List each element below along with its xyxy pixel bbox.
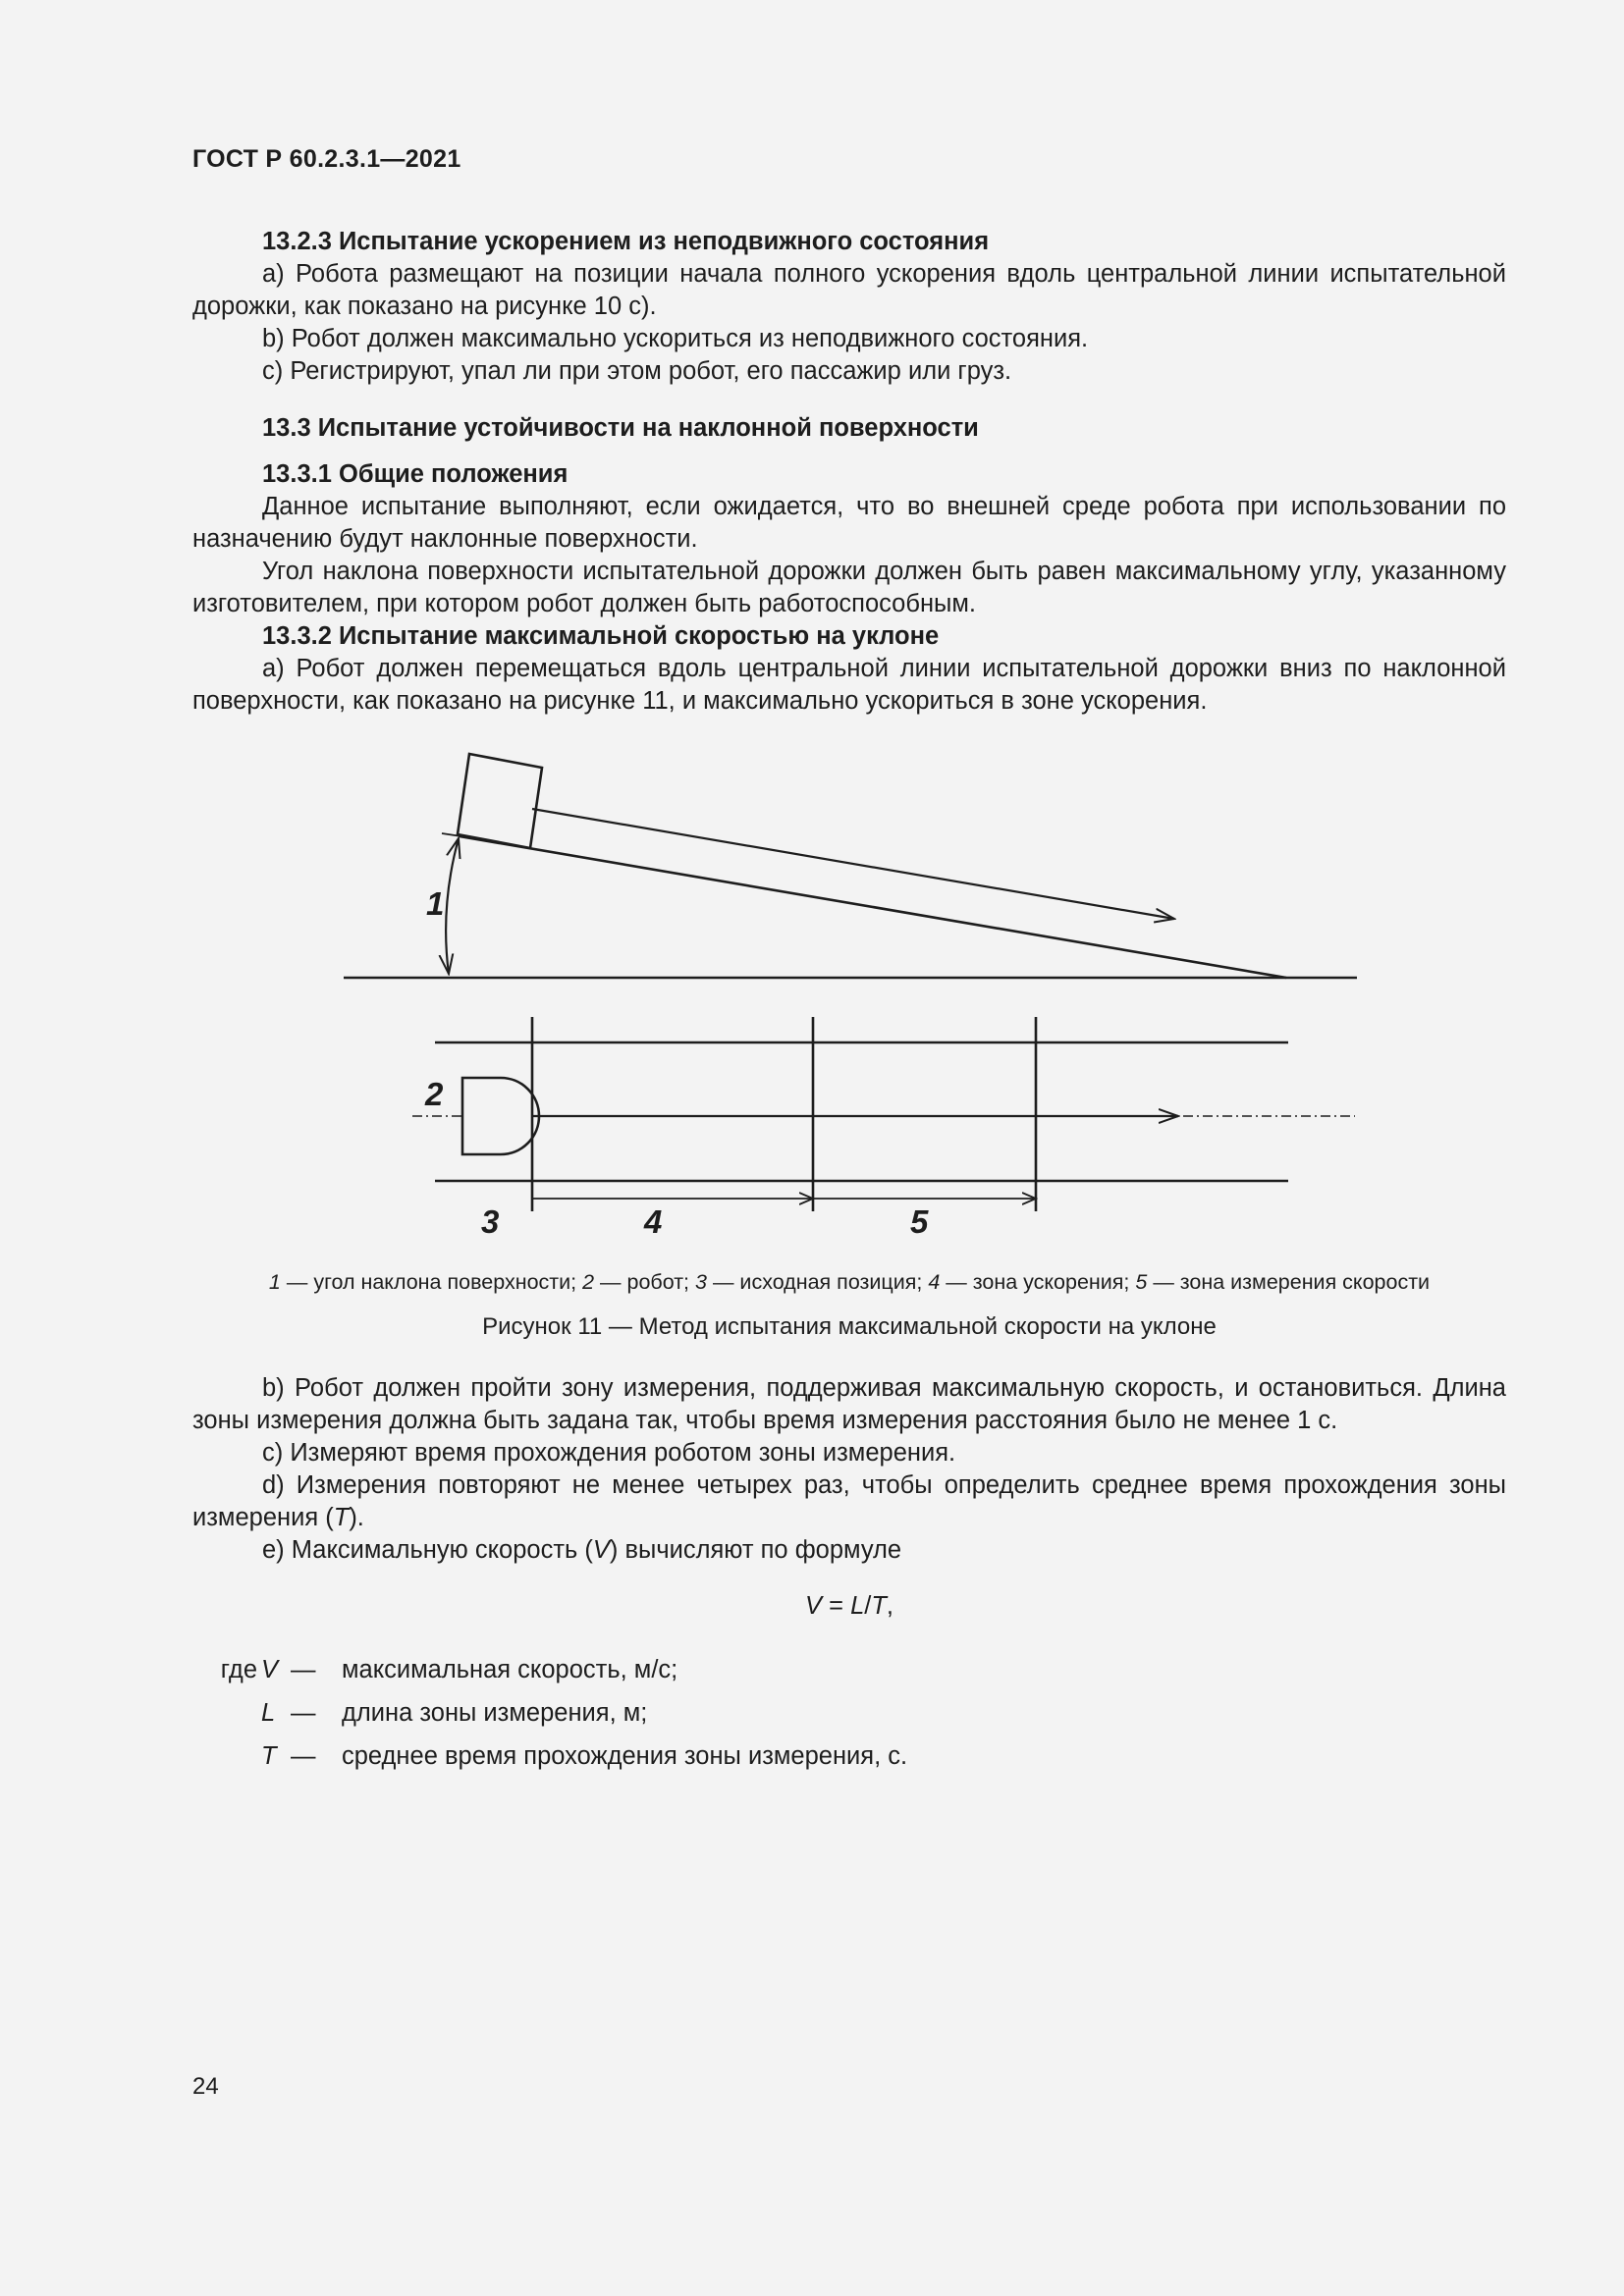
item-d-text: d) Измерения повторяют не менее четырех раз, чтобы определить среднее время прохождения зоны измерения ( (192, 1471, 1506, 1531)
legend-text-2: — робот; (594, 1270, 696, 1294)
paragraph-13-2-3-c: c) Регистрируют, упал ли при этом робот, его пассажир или груз. (262, 357, 1012, 385)
section-heading-13-3-2: 13.3.2 Испытание максимальной скоростью на уклоне (262, 622, 940, 650)
paragraph-13-2-3-a: a) Робота размещают на позиции начала полного ускорения вдоль центральной линии испытательной дорожки, как показано на рисунке 10 c). (192, 260, 1506, 320)
formula-definitions (192, 1656, 907, 1786)
definition-row (192, 1699, 907, 1742)
definition-dash: — (291, 1656, 316, 1683)
definition-dash: — (291, 1742, 316, 1770)
paragraph-13-3-2-a: a) Робот должен перемещаться вдоль центральной линии испытательной дорожки вниз по наклонной поверхности, как показано на рисунке 11, и максимально ускориться в зоне ускорения. (192, 655, 1506, 715)
definition-row (192, 1656, 907, 1699)
body-text-lower (192, 1372, 1506, 1567)
paragraph-item-d (192, 1469, 1506, 1534)
paragraph-item-b: b) Робот должен пройти зону измерения, поддерживая максимальную скорость, и остановиться. Длина зоны измерения должна быть задана так, чтобы время измерения расстояния было не менее 1 с. (192, 1374, 1506, 1434)
definition-text: максимальная скорость, м/с; (342, 1656, 678, 1683)
definition-text: среднее время прохождения зоны измерения, с. (342, 1742, 908, 1770)
formula-equals: = (822, 1592, 851, 1620)
paragraph-item-e (192, 1534, 1506, 1567)
legend-text-3: — исходная позиция; (706, 1270, 929, 1294)
legend-key-3: 3 (695, 1270, 707, 1294)
item-e-symbol: V (592, 1536, 610, 1564)
definition-dash: — (291, 1699, 316, 1727)
robot-side-view (458, 754, 542, 848)
section-heading-13-3-1: 13.3.1 Общие положения (262, 460, 568, 488)
formula-slash: / (864, 1592, 872, 1620)
legend-text-4: — зона ускорения; (940, 1270, 1136, 1294)
label-slope-angle: 1 (426, 885, 445, 922)
item-d-tail: ). (349, 1504, 364, 1531)
definition-row (192, 1742, 907, 1786)
velocity-formula (192, 1592, 1506, 1621)
item-d-symbol: T (333, 1504, 350, 1531)
label-acceleration-zone: 4 (644, 1203, 663, 1240)
legend-text-1: — угол наклона поверхности; (280, 1270, 583, 1294)
body-text-upper (192, 226, 1506, 718)
legend-key-2: 2 (582, 1270, 595, 1294)
section-heading-13-2-3: 13.2.3 Испытание ускорением из неподвижного состояния (262, 228, 990, 255)
legend-text-5: — зона измерения скорости (1147, 1270, 1431, 1294)
item-e-tail: ) вычисляют по формуле (609, 1536, 902, 1564)
definition-symbol: T (261, 1742, 277, 1770)
definition-prefix: где (220, 1656, 257, 1683)
section-heading-13-3: 13.3 Испытание устойчивости на наклонной поверхности (262, 414, 979, 442)
robot-top-view (462, 1078, 539, 1154)
definition-symbol: L (261, 1699, 276, 1727)
legend-key-4: 4 (928, 1270, 941, 1294)
legend-key-1: 1 (268, 1270, 281, 1294)
page-number: 24 (192, 2073, 219, 2100)
paragraph-13-3-1-2: Угол наклона поверхности испытательной дорожки должен быть равен максимальному углу, указанному изготовителем, при котором робот должен быть работоспособным. (192, 558, 1506, 617)
item-e-text: e) Максимальную скорость ( (262, 1536, 593, 1564)
formula-t: T (871, 1592, 887, 1620)
formula-v: V (804, 1592, 822, 1620)
paragraph-item-c: c) Измеряют время прохождения роботом зоны измерения. (262, 1439, 956, 1467)
legend-key-5: 5 (1135, 1270, 1148, 1294)
label-start-position: 3 (481, 1203, 500, 1240)
label-robot: 2 (425, 1076, 444, 1112)
definition-symbol: V (261, 1656, 279, 1683)
paragraph-13-2-3-b: b) Робот должен максимально ускориться из неподвижного состояния. (262, 325, 1089, 352)
incline-surface (460, 836, 1286, 978)
paragraph-13-3-1-1: Данное испытание выполняют, если ожидается, что во внешней среде робота при использовании по назначению будут наклонные поверхности. (192, 493, 1506, 553)
travel-direction-arrow (532, 809, 1174, 919)
figure-legend (192, 1270, 1506, 1295)
formula-l: L (850, 1592, 865, 1620)
definition-text: длина зоны измерения, м; (342, 1699, 648, 1727)
formula-comma: , (886, 1592, 894, 1620)
document-header: ГОСТ Р 60.2.3.1—2021 (192, 145, 461, 173)
figure-caption: Рисунок 11 — Метод испытания максимальной скорости на уклоне (482, 1313, 1217, 1340)
slope-test-diagram (324, 734, 1384, 1264)
slope-angle-arc (446, 838, 459, 974)
label-measurement-zone: 5 (910, 1203, 929, 1240)
figure-11-diagram (324, 734, 1384, 1264)
